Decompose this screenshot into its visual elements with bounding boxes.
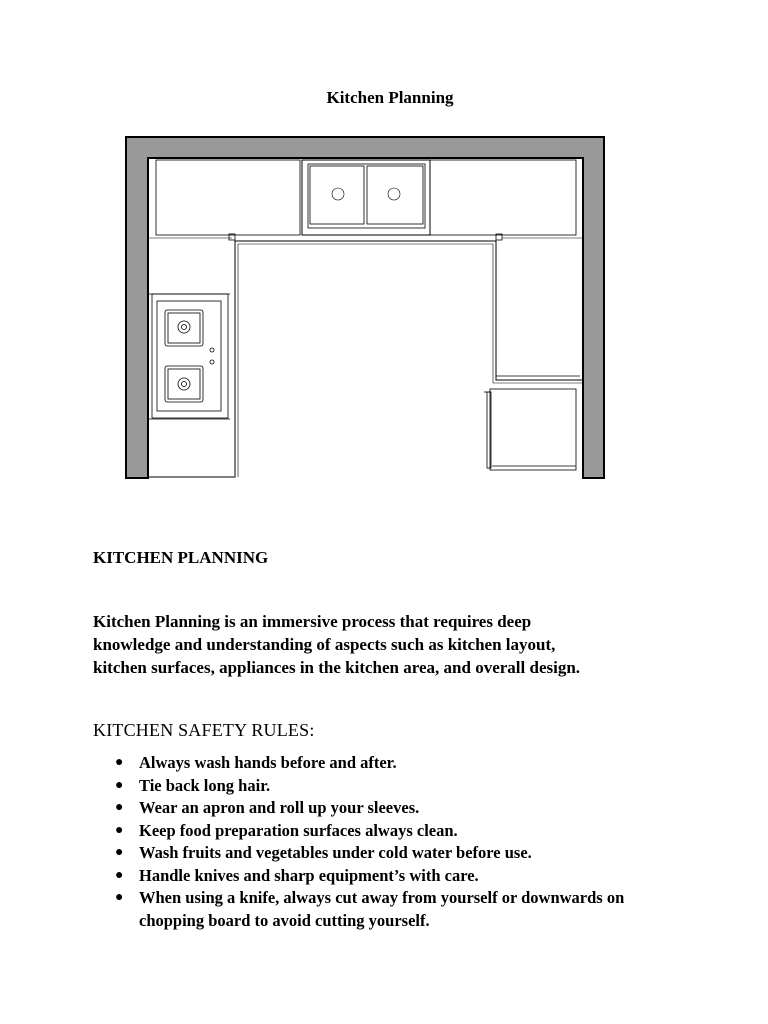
intro-line: knowledge and understanding of aspects such as kitchen layout, bbox=[93, 635, 556, 654]
sink-icon bbox=[302, 160, 430, 235]
rule-text: Wear an apron and roll up your sleeves. bbox=[139, 798, 420, 817]
rule-text: Always wash hands before and after. bbox=[139, 753, 397, 772]
kitchen-floorplan bbox=[120, 130, 610, 485]
safety-rules-heading: KITCHEN SAFETY RULES: bbox=[93, 720, 315, 740]
list-item bbox=[93, 775, 693, 798]
bullet-icon: ● bbox=[115, 822, 124, 838]
rule-text: Keep food preparation surfaces always clean. bbox=[139, 820, 458, 840]
safety-rules-list bbox=[93, 752, 693, 932]
rule-text: Handle knives and sharp equipment’s with care. bbox=[139, 865, 479, 885]
list-item bbox=[93, 865, 693, 888]
counter-outline bbox=[148, 238, 583, 477]
list-item bbox=[93, 842, 693, 865]
section-heading: KITCHEN PLANNING bbox=[93, 548, 269, 567]
intro-paragraph bbox=[93, 610, 693, 679]
intro-line: Kitchen Planning is an immersive process that requires deep bbox=[93, 612, 532, 631]
dishwasher-icon bbox=[484, 389, 576, 470]
list-item bbox=[93, 820, 693, 843]
bullet-icon: ● bbox=[115, 777, 124, 793]
kitchen-wall bbox=[126, 137, 604, 478]
list-item bbox=[93, 797, 693, 820]
rule-text: Tie back long hair. bbox=[139, 775, 271, 795]
bullet-icon: ● bbox=[115, 755, 124, 770]
bullet-icon: ● bbox=[115, 800, 124, 815]
rule-text: When using a knife, always cut away from yourself or downwards on chopping board to avoid cutting yourself. bbox=[139, 888, 625, 930]
document-title: Kitchen Planning bbox=[326, 88, 454, 107]
stove-burner-icon bbox=[165, 366, 203, 402]
stove-burner-icon bbox=[165, 310, 203, 346]
list-item bbox=[93, 887, 693, 932]
intro-line: kitchen surfaces, appliances in the kitchen area, and overall design. bbox=[93, 658, 581, 677]
bullet-icon: ● bbox=[115, 890, 124, 905]
list-item bbox=[93, 752, 693, 775]
stove-icon bbox=[157, 301, 221, 411]
bullet-icon: ● bbox=[115, 845, 124, 860]
bullet-icon: ● bbox=[115, 867, 124, 883]
rule-text: Wash fruits and vegetables under cold water before use. bbox=[139, 843, 532, 862]
